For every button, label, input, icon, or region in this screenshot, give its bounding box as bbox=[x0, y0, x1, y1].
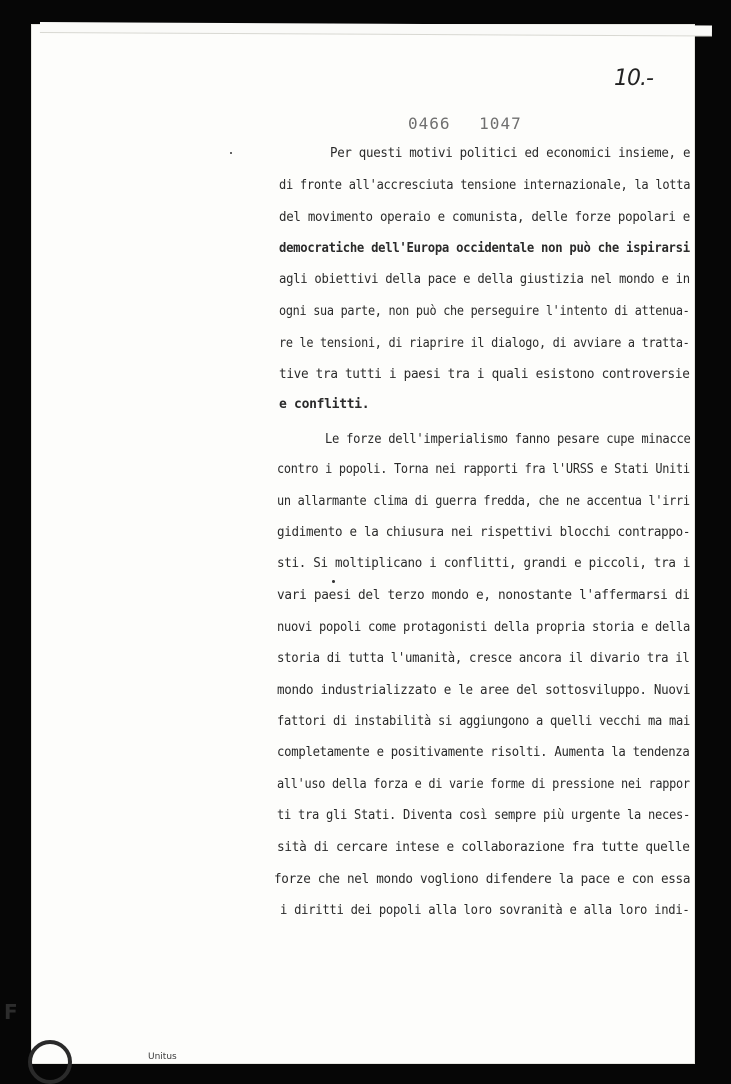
text-line: gidimento e la chiusura nei rispettivi blocchi contrappo- bbox=[277, 525, 691, 540]
text-line: ogni sua parte, non può che perseguire l'intento di attenua- bbox=[279, 304, 690, 319]
text-line: Le forze dell'imperialismo fanno pesare cupe minacce bbox=[325, 432, 691, 447]
text-line: storia di tutta l'umanità, cresce ancora il divario tra il bbox=[277, 651, 690, 666]
text-line: i diritti dei popoli alla loro sovranità e alla loro indi- bbox=[280, 903, 690, 918]
text-line: del movimento operaio e comunista, delle forze popolari e bbox=[279, 210, 691, 225]
text-line: sità di cercare intese e collaborazione fra tutte quelle bbox=[277, 840, 690, 855]
text-line: forze che nel mondo vogliono difendere la pace e con essa bbox=[274, 872, 691, 887]
text-line: mondo industrializzato e le aree del sottosviluppo. Nuovi bbox=[277, 683, 691, 698]
text-line: ti tra gli Stati. Diventa così sempre più urgente la neces- bbox=[277, 808, 690, 823]
text-line: nuovi popoli come protagonisti della propria storia e della bbox=[277, 620, 690, 635]
text-line: e conflitti. bbox=[279, 397, 370, 412]
text-line: contro i popoli. Torna nei rapporti fra l'URSS e Stati Uniti bbox=[277, 462, 690, 477]
page-number: 10.- bbox=[614, 66, 653, 91]
archive-stamp-letter: F bbox=[4, 1000, 18, 1024]
text-line: re le tensioni, di riaprire il dialogo, di avviare a tratta- bbox=[279, 336, 690, 351]
text-line: agli obiettivi della pace e della giustizia nel mondo e in bbox=[279, 272, 690, 287]
text-line: Per questi motivi politici ed economici insieme, e bbox=[330, 146, 691, 161]
archive-stamp-ring-icon bbox=[28, 1040, 72, 1084]
text-line: fattori di instabilità si aggiungono a quelli vecchi ma mai bbox=[277, 714, 690, 729]
text-line: di fronte all'accresciuta tensione internazionale, la lotta bbox=[279, 178, 691, 193]
text-line: vari paesi del terzo mondo e, nonostante l'affermarsi di bbox=[277, 588, 690, 603]
text-line: all'uso della forza e di varie forme di pressione nei rappor bbox=[277, 777, 690, 792]
archive-stamp-text: Unitus bbox=[148, 1052, 177, 1062]
ink-speck bbox=[332, 580, 335, 583]
archive-code-part: 0466 bbox=[408, 114, 451, 133]
text-line: un allarmante clima di guerra fredda, che ne accentua l'irri bbox=[277, 494, 690, 509]
text-line: tive tra tutti i paesi tra i quali esistono controversie bbox=[279, 367, 690, 382]
ink-speck bbox=[230, 152, 232, 154]
archive-code-part: 1047 bbox=[479, 114, 522, 133]
text-line: completamente e positivamente risolti. Aumenta la tendenza bbox=[277, 745, 690, 760]
text-line: democratiche dell'Europa occidentale non può che ispirarsi bbox=[279, 241, 690, 256]
archive-code bbox=[408, 114, 540, 133]
text-line: sti. Si moltiplicano i conflitti, grandi e piccoli, tra i bbox=[277, 556, 691, 571]
